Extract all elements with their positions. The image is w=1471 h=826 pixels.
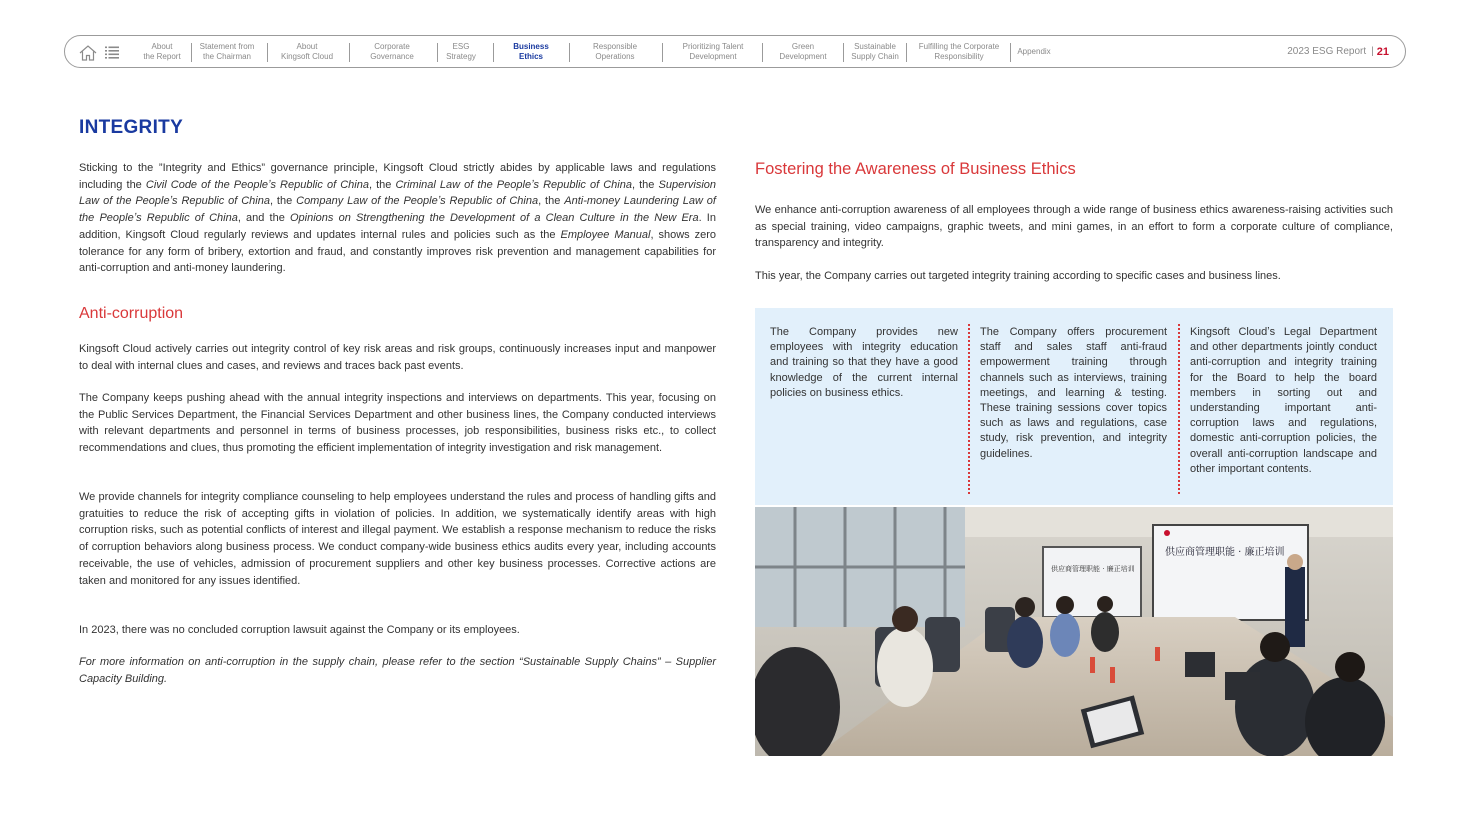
nav-separator bbox=[843, 43, 844, 62]
nav-tab-12[interactable] bbox=[1010, 36, 1058, 67]
supply-chain-reference: For more information on anti-corruption in the supply chain, please refer to the section “Sustainable Supply Chains” – Supplier Capacity Building. bbox=[79, 656, 716, 685]
nav-tab-label-line-1: Business bbox=[513, 41, 549, 51]
training-session-photo bbox=[755, 507, 1393, 756]
text-run: , the bbox=[538, 195, 565, 208]
awareness-paragraph-1: We enhance anti-corruption awareness of all employees through a wide range of business ethics awareness-raising activities such as special training, video campaigns, graphic tweets, and mini games, in an effort to form a corporate culture of compliance, transparency and integrity. bbox=[755, 204, 1393, 250]
nav-tab-11[interactable] bbox=[911, 36, 1007, 67]
nav-tab-label-line-2: Responsibility bbox=[934, 51, 984, 61]
anti-corruption-paragraph-4: In 2023, there was no concluded corruption lawsuit against the Company or its employees. bbox=[79, 624, 520, 636]
report-page-indicator bbox=[1287, 36, 1389, 67]
training-box-new-employees: The Company provides new employees with integrity education and training so that they have a good knowledge of the current internal policies on business ethics. bbox=[770, 326, 958, 399]
nav-separator bbox=[906, 43, 907, 62]
nav-tab-label-line-1: Prioritizing Talent bbox=[682, 41, 744, 51]
nav-separator bbox=[437, 43, 438, 62]
nav-tab-label-line-2: Strategy bbox=[446, 51, 476, 61]
nav-tab-label-line-2: Operations bbox=[595, 51, 635, 61]
nav-tab-5[interactable] bbox=[439, 36, 483, 67]
nav-separator bbox=[569, 43, 570, 62]
nav-tab-1[interactable] bbox=[141, 36, 183, 67]
business-ethics-heading: Fostering the Awareness of Business Ethics bbox=[755, 160, 1076, 178]
nav-tab-label-line-2: Development bbox=[689, 51, 737, 61]
nav-separator bbox=[493, 43, 494, 62]
nav-tab-label-line-1: Sustainable bbox=[854, 41, 896, 51]
text-run: , the bbox=[269, 195, 297, 208]
text-run: . In addition, Kingsoft Cloud regularly reviews and updates internal rules and policies such as the bbox=[79, 212, 716, 241]
nav-tab-label-line-1: About bbox=[296, 41, 318, 51]
nav-tab-8[interactable] bbox=[663, 36, 763, 67]
nav-tab-label bbox=[143, 42, 180, 62]
nav-tab-label bbox=[446, 42, 476, 62]
intro-paragraph bbox=[79, 160, 716, 277]
nav-tab-label-line-1: Corporate bbox=[374, 41, 410, 51]
nav-separator bbox=[349, 43, 350, 62]
home-icon[interactable] bbox=[79, 45, 97, 61]
nav-tab-label-line-1: ESG bbox=[452, 41, 470, 51]
nav-tab-label-line-2: the Chairman bbox=[202, 51, 252, 61]
nav-tab-label bbox=[779, 42, 826, 62]
nav-tab-label-line-2: the Report bbox=[143, 51, 181, 61]
law-title: Supervision Law of the Peopleʼs Republic of China bbox=[79, 178, 716, 208]
text-run: , the bbox=[368, 178, 396, 191]
anti-corruption-paragraph-3: We provide channels for integrity compliance counseling to help employees understand the rules and process of handling gifts and gratuities to reduce the risk of accepting gifts in violation of policies. In addition, we systematically identify areas with high corruption risks, such as potential conflicts of interest and illegal payment. We establish a response mechanism to reduce the risks of corruption behaviors along business process. We conduct company-wide business ethics audits every year, including accounts receivable, the use of vehicles, admission of procurement suppliers and other key business processes. Corrective actions are taken and monitored for any issues identified. bbox=[79, 491, 716, 587]
law-title: Opinions on Strengthening the Development of a Clean Culture in the New Era bbox=[290, 212, 699, 225]
law-title: Company Law of the Peopleʼs Republic of China bbox=[296, 195, 539, 208]
nav-tab-label bbox=[851, 42, 899, 62]
page-title: INTEGRITY bbox=[79, 117, 184, 138]
nav-tab-label-line-1: Fulfilling the Corporate bbox=[918, 41, 1000, 51]
top-navigation bbox=[64, 35, 1406, 68]
text-run: , the bbox=[631, 178, 659, 191]
page-number: 21 bbox=[1376, 45, 1389, 58]
nav-tab-label bbox=[200, 42, 255, 62]
nav-tab-7[interactable] bbox=[569, 36, 661, 67]
training-box-procurement-sales: The Company offers procurement staff and sales staff anti-fraud empowerment training through channels such as interviews, training meetings, and learning & testing. These training sessions cover topics such as laws and regulations, case study, risk prevention, and integrity guidelines. bbox=[980, 326, 1167, 460]
nav-separator bbox=[1010, 43, 1011, 62]
report-separator: | bbox=[1371, 46, 1374, 57]
nav-tab-9[interactable] bbox=[763, 36, 843, 67]
awareness-paragraph-2: This year, the Company carries out targeted integrity training according to specific cases and business lines. bbox=[755, 270, 1281, 282]
nav-tab-label-line-1: Appendix bbox=[1017, 46, 1051, 56]
nav-separator bbox=[191, 43, 192, 62]
screen-text-left: 供应商管理职能 · 廉正培训 bbox=[1051, 565, 1135, 573]
text-run: , and the bbox=[237, 212, 290, 225]
nav-separator bbox=[762, 43, 763, 62]
nav-tab-label bbox=[919, 42, 999, 62]
nav-tab-2[interactable] bbox=[191, 36, 263, 67]
menu-list-icon[interactable] bbox=[105, 46, 119, 59]
nav-tab-label bbox=[1017, 47, 1050, 57]
training-box-board: Kingsoft Cloudʼs Legal Department and other departments jointly conduct anti-corruption and integrity training for the Board to help the board members in sorting out and understanding important anti-corruption laws and regulations, domestic anti-corruption policies, the overall anti-corruption landscape and other important contents. bbox=[1190, 326, 1377, 475]
nav-separator bbox=[662, 43, 663, 62]
nav-tab-label bbox=[683, 42, 744, 62]
nav-tab-label-line-2: Governance bbox=[370, 51, 414, 61]
report-label: 2023 ESG Report bbox=[1287, 46, 1367, 57]
anti-corruption-heading: Anti-corruption bbox=[79, 305, 184, 322]
anti-corruption-paragraph-2: The Company keeps pushing ahead with the annual integrity inspections and interviews on departments. This year, focusing on the Public Services Department, the Financial Services Department and other business lines, the Company conducted interviews with relevant departments and personnel in terms of business processes, job responsibilities, business risks etc., to collect recommendations and clues, thus promoting the efficient implementation of integrity investigation and risk management. bbox=[79, 392, 716, 455]
nav-tab-10[interactable] bbox=[845, 36, 905, 67]
law-title: Criminal Law of the Peopleʼs Republic of China bbox=[395, 178, 632, 191]
dotted-divider bbox=[1178, 324, 1180, 494]
nav-tab-label bbox=[281, 42, 333, 62]
law-title: Civil Code of the Peopleʼs Republic of China bbox=[145, 178, 369, 191]
screen-text-right: 供应商管理职能 · 廉正培训 bbox=[1165, 547, 1285, 558]
nav-tab-label-line-2: Ethics bbox=[518, 51, 543, 61]
nav-tab-label-line-2: Development bbox=[779, 51, 827, 61]
nav-tab-label-line-1: Responsible bbox=[592, 41, 638, 51]
law-title: Anti-money Laundering Law of the Peopleʼs Republic of China bbox=[79, 195, 716, 225]
nav-tab-label-line-2: Supply Chain bbox=[851, 51, 899, 61]
document-title: Employee Manual bbox=[560, 228, 651, 241]
nav-tab-label bbox=[593, 42, 637, 62]
anti-corruption-paragraph-1: Kingsoft Cloud actively carries out integrity control of key risk areas and risk groups, continuously increases input and manpower to deal with internal clues and cases, and reviews and traces back past events. bbox=[79, 343, 716, 372]
nav-tab-3[interactable] bbox=[267, 36, 347, 67]
nav-separator bbox=[267, 43, 268, 62]
text-run: Sticking to the ”Integrity and Ethics” governance principle, Kingsoft Cloud strictly abides by applicable laws and regulations including the bbox=[79, 162, 716, 191]
dotted-divider bbox=[968, 324, 970, 494]
nav-tab-4[interactable] bbox=[349, 36, 435, 67]
nav-tab-label-line-1: Statement from bbox=[199, 41, 255, 51]
nav-tab-label-line-1: About bbox=[151, 41, 173, 51]
text-run: , shows zero tolerance for any form of bribery, extortion and fraud, and constantly improves risk prevention and management capabilities for anti-corruption and anti-money laundering. bbox=[79, 228, 716, 275]
nav-tab-label-line-1: Green bbox=[791, 41, 815, 51]
training-photo-illustration bbox=[755, 507, 1393, 756]
training-boxes bbox=[755, 308, 1393, 505]
nav-tab-6[interactable] bbox=[493, 36, 569, 67]
nav-tab-label bbox=[513, 42, 549, 62]
nav-tab-label bbox=[370, 42, 414, 62]
nav-tab-label-line-2: Kingsoft Cloud bbox=[280, 51, 334, 61]
